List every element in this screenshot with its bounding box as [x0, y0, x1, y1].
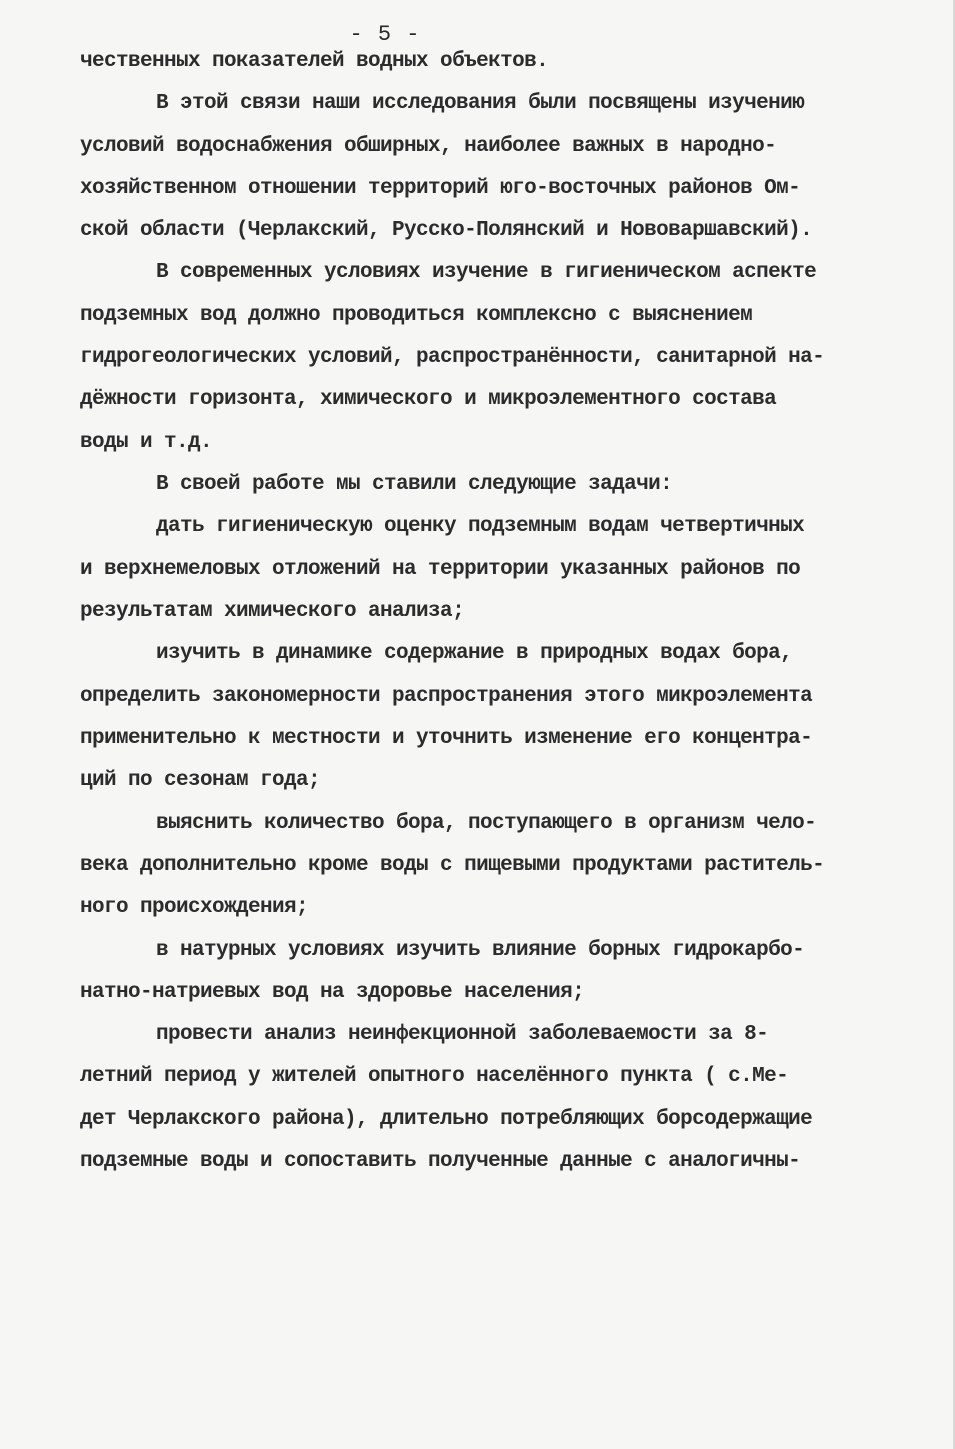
text-line: века дополнительно кроме воды с пищевыми продуктами раститель- [80, 854, 825, 877]
text-line: определить закономерности распространения этого микроэлемента [80, 685, 813, 708]
text-line: В современных условиях изучение в гигиеническом аспекте [156, 261, 817, 284]
text-line: ций по сезонам года; [80, 769, 321, 792]
text-line: провести анализ неинфекционной заболеваемости за 8- [156, 1023, 769, 1046]
text-line: воды и т.д. [80, 431, 213, 454]
text-line: подземные воды и сопоставить полученные данные с аналогичны- [80, 1150, 801, 1173]
text-line: ного происхождения; [80, 896, 309, 919]
text-line: ской области (Черлакский, Русско-Полянский и Нововаршавский). [80, 219, 813, 242]
text-line: дать гигиеническую оценку подземным водам четвертичных [156, 515, 805, 538]
text-line: В своей работе мы ставили следующие задачи: [156, 473, 673, 496]
text-line: натно-натриевых вод на здоровье населения; [80, 981, 585, 1004]
text-line: в натурных условиях изучить влияние борных гидрокарбо- [156, 939, 805, 962]
text-line: хозяйственном отношении территорий юго-восточных районов Ом- [80, 177, 801, 200]
text-line: изучить в динамике содержание в природных водах бора, [156, 642, 793, 665]
text-line: условий водоснабжения обширных, наиболее важных в народно- [80, 135, 777, 158]
text-line: выяснить количество бора, поступающего в организм чело- [156, 812, 817, 835]
text-line: применительно к местности и уточнить изменение его концентра- [80, 727, 813, 750]
text-line: чественных показателей водных объектов. [80, 50, 549, 73]
text-line: дет Черлакского района), длительно потребляющих борсодержащие [80, 1108, 813, 1131]
text-line: результатам химического анализа; [80, 600, 465, 623]
text-line: и верхнемеловых отложений на территории указанных районов по [80, 558, 801, 581]
text-line: В этой связи наши исследования были посвящены изучению [156, 92, 805, 115]
text-line: дёжности горизонта, химического и микроэлементного состава [80, 388, 777, 411]
text-line: летний период у жителей опытного населённого пункта ( с.Ме- [80, 1065, 789, 1088]
text-line: гидрогеологических условий, распространённости, санитарной на- [80, 346, 825, 369]
text-line: подземных вод должно проводиться комплексно с выяснением [80, 304, 753, 327]
page-number: - 5 - [349, 22, 421, 47]
